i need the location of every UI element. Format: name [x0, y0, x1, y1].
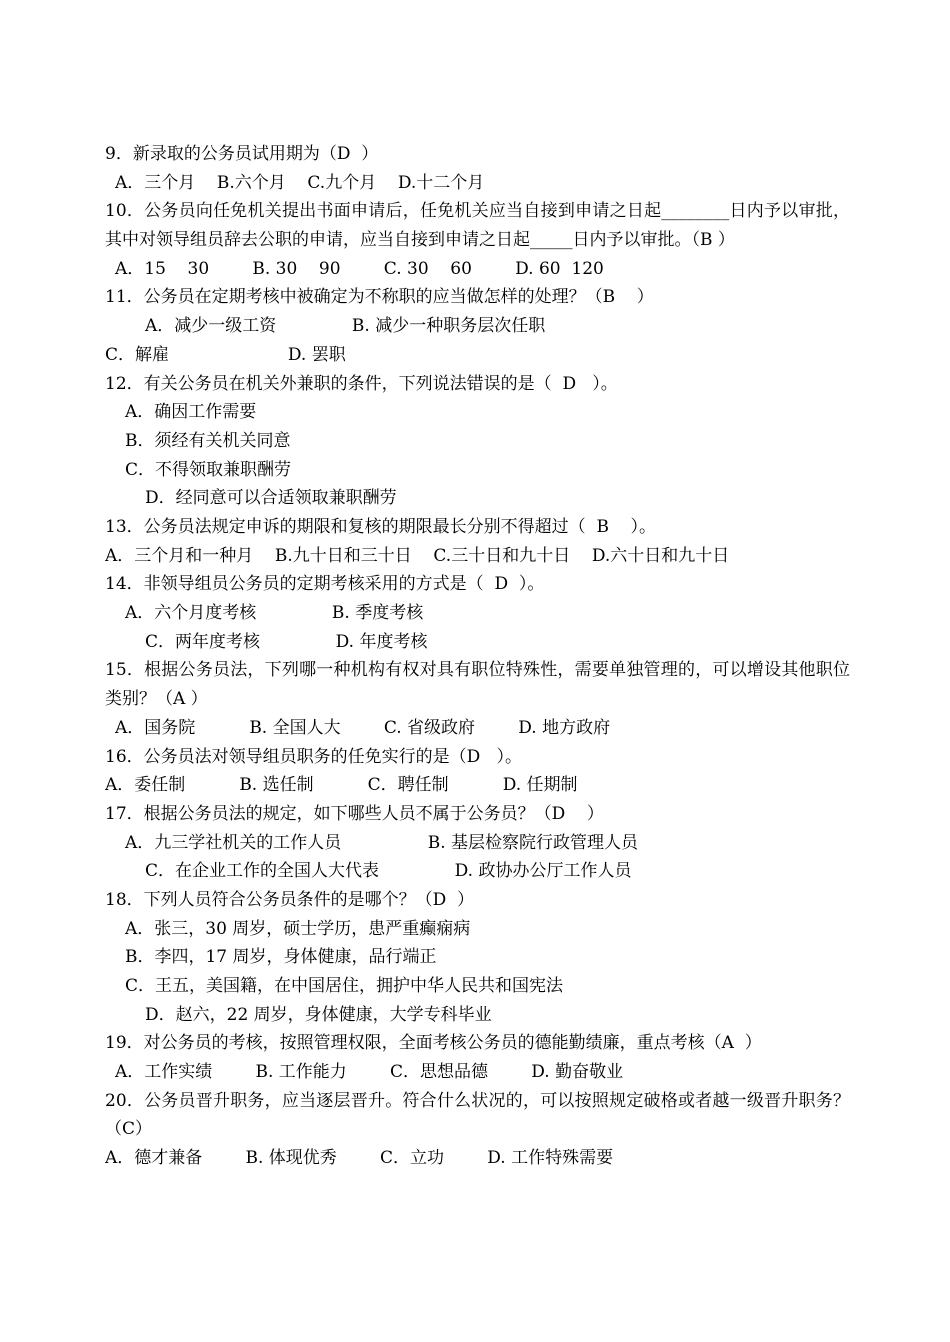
text-line: B．李四，17 周岁，身体健康，品行端正	[125, 947, 437, 968]
text-line: A．减少一级工资 B. 减少一种职务层次任职	[145, 316, 546, 337]
text-line: 19．对公务员的考核，按照管理权限，全面考核公务员的德能勤绩廉，重点考核（A ）	[105, 1033, 762, 1054]
text-line: A．委任制 B. 选任制 C．聘任制 D. 任期制	[105, 775, 578, 796]
text-line: A．三个月和一种月 B.九十日和三十日 C.三十日和九十日 D.六十日和九十日	[105, 545, 730, 566]
text-line: 14．非领导组员公务员的定期考核采用的方式是（ D ）。	[105, 574, 545, 595]
text-line: 17．根据公务员法的规定，如下哪些人员不属于公务员？（D ）	[105, 803, 604, 824]
text-line: 9．新录取的公务员试用期为（D ）	[105, 144, 379, 164]
text-line: A．德才兼备 B. 体现优秀 C．立功 D. 工作特殊需要	[105, 1148, 614, 1169]
text-line: C．在企业工作的全国人大代表 D. 政协办公厅工作人员	[145, 861, 632, 882]
text-line: A．九三学社机关的工作人员 B. 基层检察院行政管理人员	[125, 832, 639, 853]
text-line: C．王五，美国籍，在中国居住，拥护中华人民共和国宪法	[125, 976, 564, 996]
text-line: A．工作实绩 B. 工作能力 C．思想品德 D. 勤奋敬业	[115, 1062, 624, 1083]
text-line: A．六个月度考核 B. 季度考核	[125, 603, 424, 624]
text-line: A．三个月 B.六个月 C.九个月 D.十二个月	[115, 172, 485, 193]
text-line: A．张三，30 周岁，硕士学历，患严重癫痫病	[125, 918, 471, 939]
text-line: C．解雇 D. 罢职	[105, 344, 346, 365]
text-line: A．15 30 B. 30 90 C. 30 60 D. 60 120	[115, 258, 604, 279]
text-line: A．确因工作需要	[125, 402, 257, 423]
text-line: B．须经有关机关同意	[125, 430, 291, 451]
text-line: 13．公务员法规定申诉的期限和复核的期限最长分别不得超过（ B ）。	[105, 516, 657, 537]
text-line: A．国务院 B. 全国人大 C. 省级政府 D. 地方政府	[115, 717, 611, 738]
text-line: 16．公务员法对领导组员职务的任免实行的是（D ）。	[105, 746, 522, 767]
text-line: D．经同意可以合适领取兼职酬劳	[145, 488, 397, 509]
text-line: C．两年度考核 D. 年度考核	[145, 631, 428, 652]
text-line: D．赵六，22 周岁，身体健康，大学专科毕业	[145, 1004, 492, 1025]
text-line: 11．公务员在定期考核中被确定为不称职的应当做怎样的处理？（B ）	[105, 287, 654, 308]
text-line: 18．下列人员符合公务员条件的是哪个？（D ）	[105, 889, 475, 910]
text-line: 20．公务员晋升职务，应当逐层晋升。符合什么状况的，可以按照规定破格或者越一级晋升职务？（C）	[105, 1090, 850, 1140]
document-body	[105, 140, 850, 1173]
text-line: 10．公务员向任免机关提出书面申请后，任免机关应当自接到申请之日起________日内予以审批，其中对领导组员辞去公职的申请，应当自接到申请之日起_____日内予以审批。（B ）	[105, 201, 850, 251]
text-line: C．不得领取兼职酬劳	[125, 459, 292, 480]
text-line: 12．有关公务员在机关外兼职的条件，下列说法错误的是（ D ）。	[105, 373, 618, 394]
text-line: 15．根据公务员法，下列哪一种机构有权对具有职位特殊性，需要单独管理的，可以增设其他职位类别？（A ）	[105, 660, 850, 710]
